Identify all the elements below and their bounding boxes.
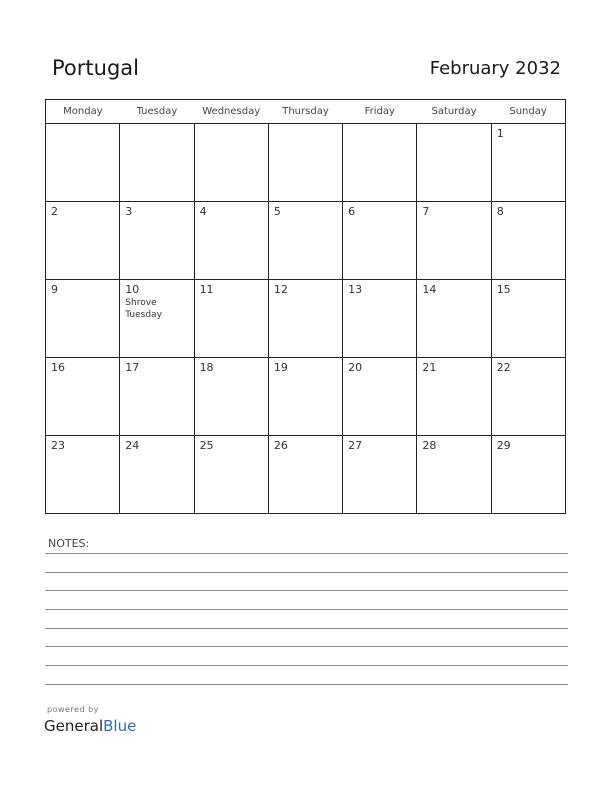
week-row [46,124,566,202]
brand-blue: Blue [103,717,137,735]
day-number: 4 [199,205,207,218]
holiday-label: Shrove Tuesday [125,298,162,320]
day-number [46,124,119,127]
day-cell[interactable] [120,124,194,202]
day-number: 1 [496,127,504,140]
day-cell[interactable] [491,358,565,436]
day-cell[interactable] [194,436,268,514]
day-cell[interactable] [268,358,342,436]
day-cell[interactable] [268,436,342,514]
day-number [343,124,416,127]
day-cell[interactable] [46,436,120,514]
day-number: 24 [125,439,140,452]
day-cell[interactable] [46,358,120,436]
powered-by-text: powered by [47,705,99,714]
day-cell[interactable] [194,280,268,358]
day-cell[interactable] [417,358,491,436]
day-cell[interactable] [343,436,417,514]
week-row [46,436,566,514]
day-cell[interactable] [46,124,120,202]
day-number: 5 [273,205,281,218]
day-number: 6 [348,205,356,218]
day-number: 10 [125,283,140,296]
notes-line [45,609,568,610]
day-cell[interactable] [491,202,565,280]
day-cell[interactable] [46,202,120,280]
weekday-header: Saturday [417,100,491,124]
day-cell[interactable] [120,280,194,358]
day-number: 16 [51,361,65,374]
weekday-header: Sunday [491,100,565,124]
day-number: 15 [496,283,511,296]
day-cell[interactable] [417,280,491,358]
day-cell[interactable] [268,202,342,280]
day-cell[interactable] [46,280,120,358]
day-number: 8 [496,205,504,218]
day-cell[interactable] [343,280,417,358]
day-number: 9 [51,283,58,296]
week-row [46,280,566,358]
day-number: 19 [273,361,288,374]
day-number: 28 [422,439,437,452]
day-number: 14 [422,283,437,296]
day-cell[interactable] [194,358,268,436]
day-number: 22 [496,361,511,374]
day-cell[interactable] [491,280,565,358]
day-cell[interactable] [194,202,268,280]
day-cell[interactable] [268,124,342,202]
day-number [269,124,342,127]
day-number [417,124,490,127]
day-number: 18 [199,361,214,374]
day-cell[interactable] [417,202,491,280]
day-cell[interactable] [343,124,417,202]
notes-label: NOTES: [48,537,90,550]
day-cell[interactable] [120,358,194,436]
calendar-grid [45,99,566,514]
week-row [46,358,566,436]
day-number: 23 [51,439,65,452]
day-number: 25 [199,439,214,452]
day-number: 20 [348,361,363,374]
day-number: 17 [125,361,140,374]
notes-line [45,553,568,554]
day-number: 2 [51,205,58,218]
weekday-header: Friday [343,100,417,124]
weekday-header-row [46,100,566,124]
notes-line [45,665,568,666]
weekday-header: Tuesday [120,100,194,124]
brand-general: General [44,717,104,735]
calendar-body [46,124,566,514]
day-number: 26 [273,439,288,452]
day-number: 12 [273,283,288,296]
day-number [120,124,193,127]
day-number: 13 [348,283,363,296]
day-cell[interactable] [491,436,565,514]
day-cell[interactable] [268,280,342,358]
day-cell[interactable] [194,124,268,202]
notes-line [45,684,568,685]
day-cell[interactable] [491,124,565,202]
week-row [46,202,566,280]
notes-line [45,590,568,591]
day-number: 27 [348,439,363,452]
notes-line [45,646,568,647]
day-number: 21 [422,361,437,374]
day-number: 7 [422,205,430,218]
day-cell[interactable] [343,202,417,280]
day-number: 11 [199,283,214,296]
weekday-header: Thursday [268,100,342,124]
day-cell[interactable] [120,436,194,514]
weekday-header: Wednesday [194,100,268,124]
notes-line [45,572,568,573]
country-title: Portugal [52,56,139,80]
generalblue-logo[interactable] [44,717,136,735]
day-cell[interactable] [417,436,491,514]
day-number: 3 [125,205,133,218]
notes-line [45,628,568,629]
month-title: February 2032 [429,58,561,79]
day-number [195,124,268,127]
day-cell[interactable] [120,202,194,280]
weekday-header: Monday [46,100,120,124]
day-cell[interactable] [343,358,417,436]
day-number: 29 [496,439,511,452]
day-cell[interactable] [417,124,491,202]
